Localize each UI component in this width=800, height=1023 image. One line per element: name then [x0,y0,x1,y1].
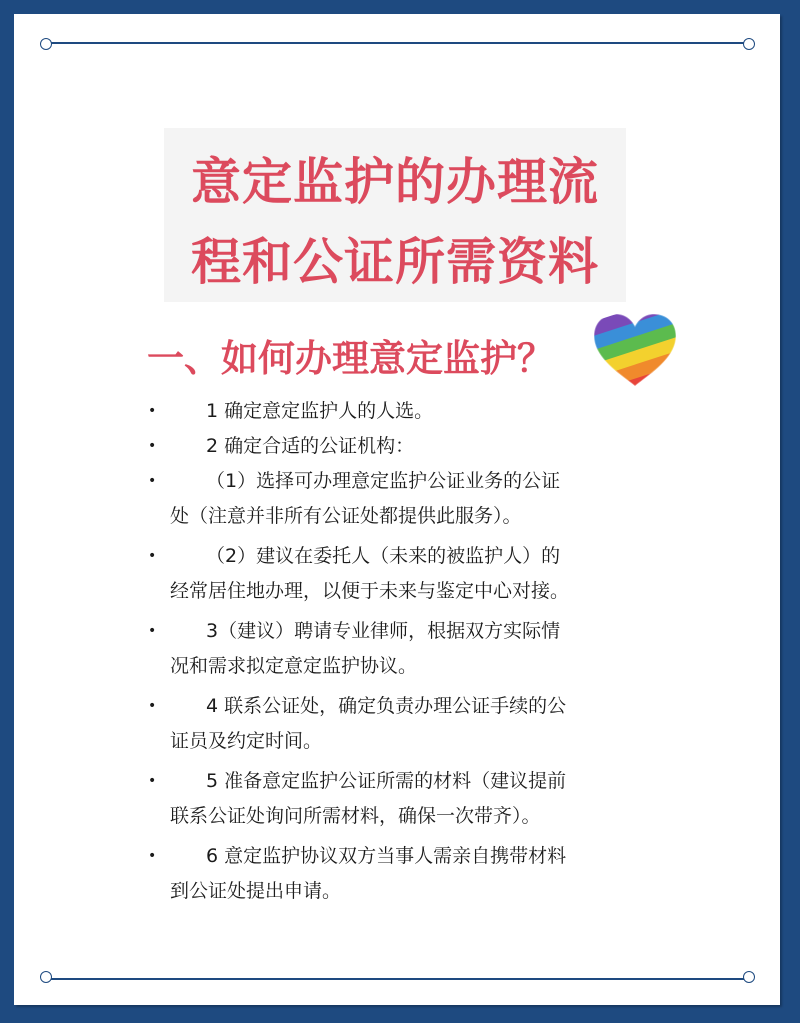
rainbow-heart-icon [590,310,680,390]
list-item-line: 1 确定意定监护人的人选。 [206,400,434,422]
list-item-text [170,689,640,759]
page-title-line-1: 意定监护的办理流 [191,153,599,211]
list-item-text [170,614,640,684]
frame-corner-dot [40,38,52,50]
bullet-dot: • [148,403,157,419]
bullet-dot: • [148,698,157,714]
frame-corner-dot [40,971,52,983]
bullet-dot: • [148,773,157,789]
frame-corner-dot [743,971,755,983]
list-item-line: 5 准备意定监护公证所需的材料（建议提前 [206,770,567,792]
bullet-dot: • [148,548,157,564]
list-item-text [170,429,640,464]
list-item-line: 3（建议）聘请专业律师，根据双方实际情 [206,620,561,642]
frame-corner-dot [743,38,755,50]
bullet-dot: • [148,848,157,864]
bullet-dot: • [148,438,157,454]
list-item-line: 况和需求拟定意定监护协议。 [170,655,418,677]
bullet-dot: • [148,473,157,489]
bullet-dot: • [148,623,157,639]
list-item-line: 经常居住地办理，以便于未来与鉴定中心对接。 [170,580,570,602]
list-item-line: （1）选择可办理意定监护公证业务的公证 [206,470,561,492]
list-item-text [170,394,640,429]
list-item-line: 证员及约定时间。 [170,730,323,752]
list-item-line: 到公证处提出申请。 [170,880,342,902]
list-item-text [170,839,640,909]
list-item-line: 处（注意并非所有公证处都提供此服务）。 [170,505,522,527]
list-item-line: 联系公证处询问所需材料，确保一次带齐）。 [170,805,541,827]
list-item-line: 6 意定监护协议双方当事人需亲自携带材料 [206,845,567,867]
page-title-line-2: 程和公证所需资料 [191,233,599,291]
list-item-line: 4 联系公证处，确定负责办理公证手续的公 [206,695,567,717]
list-item-text [170,464,640,534]
list-item-text [170,764,640,834]
list-item-line: 2 确定合适的公证机构： [206,435,415,457]
list-item-line: （2）建议在委托人（未来的被监护人）的 [206,545,561,567]
title-block [164,128,626,302]
section-heading: 一、如何办理意定监护？ [147,337,554,380]
list-item-text [170,539,640,609]
